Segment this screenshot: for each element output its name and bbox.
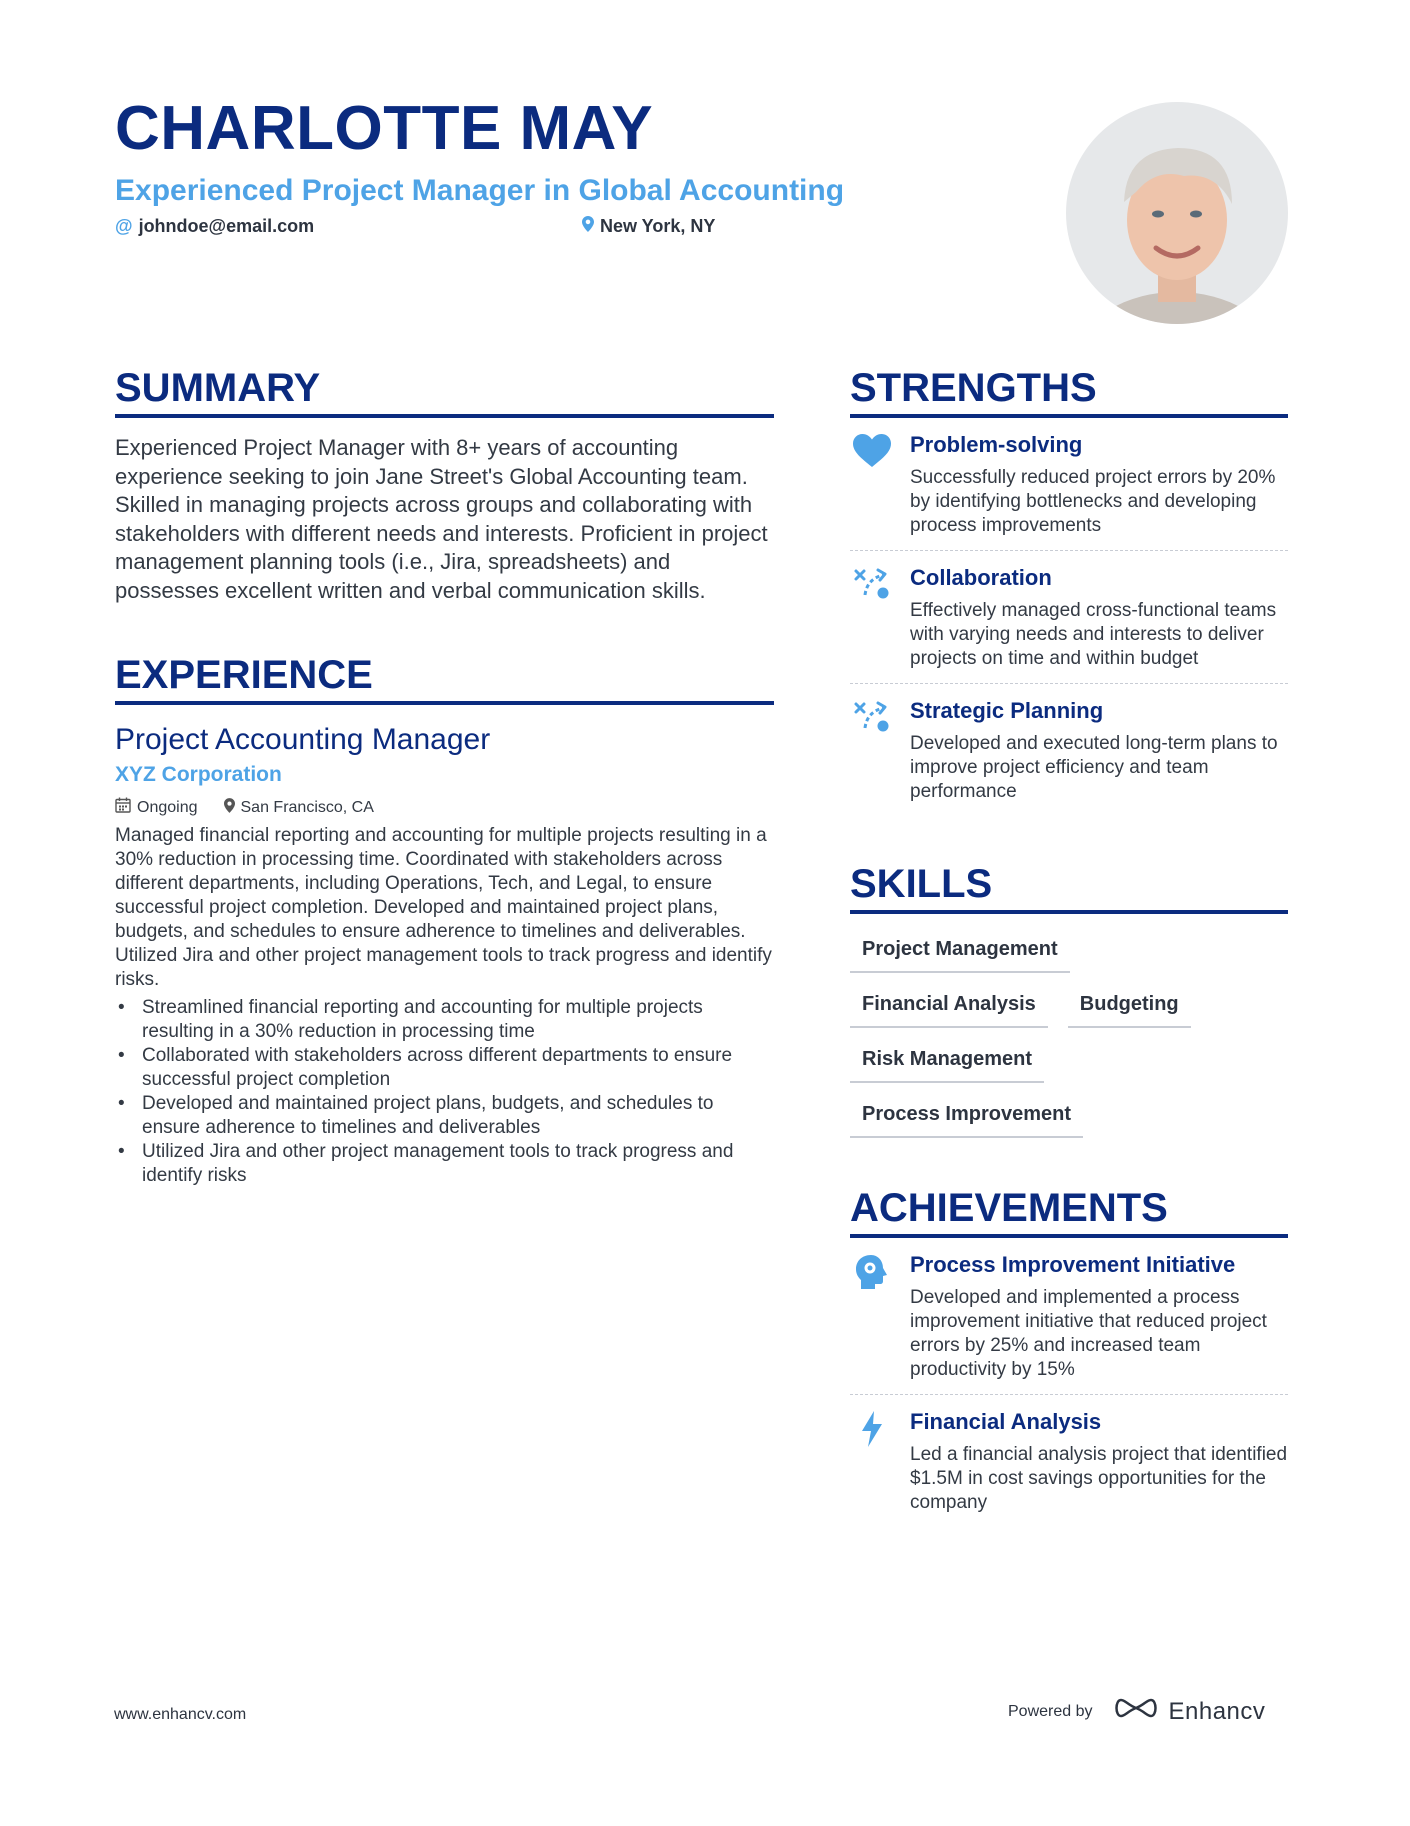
job-meta — [115, 797, 774, 818]
job-bullets — [115, 996, 774, 1188]
left-column — [115, 366, 774, 1188]
location-pin-icon — [582, 216, 594, 237]
location-text: New York, NY — [600, 216, 716, 236]
skill-tag: Financial Analysis — [850, 993, 1048, 1028]
list-item: • Collaborated with stakeholders across different departments to ensure successful project completion — [115, 1044, 774, 1092]
achievement-item — [850, 1395, 1288, 1527]
achievements-heading: ACHIEVEMENTS — [850, 1186, 1288, 1238]
skill-tag: Risk Management — [850, 1048, 1044, 1083]
head-icon — [850, 1252, 894, 1382]
strategy-icon — [850, 565, 894, 671]
job-description: Managed financial reporting and accounting for multiple projects resulting in a 30% reduction in processing time. Coordinated with stakeholders across different departments, including Operations, Tech, and Legal, to ensure successful project completion. Developed and maintained project plans, budgets, and schedules to ensure adherence to timelines and deliverables. Utilized Jira and other project management tools to track progress and identify risks. — [115, 825, 772, 990]
strength-title: Collaboration — [910, 565, 1052, 590]
strengths-heading: STRENGTHS — [850, 366, 1288, 418]
avatar — [1066, 102, 1288, 324]
job-role: Project Accounting Manager — [115, 723, 491, 756]
skill-tag: Budgeting — [1068, 993, 1191, 1028]
achievement-title: Financial Analysis — [910, 1409, 1102, 1434]
strength-item — [850, 418, 1288, 551]
job-period: Ongoing — [137, 798, 198, 816]
list-item: • Utilized Jira and other project management tools to track progress and identify risks — [115, 1140, 774, 1188]
experience-section — [115, 653, 774, 1188]
strength-item — [850, 551, 1288, 684]
summary-text: Experienced Project Manager with 8+ years of accounting experience seeking to join Jane Street's Global Accounting team. Skilled in managing projects across groups and collaborating with stakeholders with different needs and interests. Proficient in project management planning tools (i.e., Jira, spreadsheets) and possesses excellent written and verbal communication skills. — [115, 435, 768, 603]
heart-icon — [850, 432, 894, 538]
experience-heading: EXPERIENCE — [115, 653, 774, 705]
at-icon: @ — [115, 216, 133, 236]
strategy-icon — [850, 698, 894, 804]
skills-heading: SKILLS — [850, 862, 1288, 914]
candidate-name: CHARLOTTE MAY — [115, 94, 654, 163]
list-item: • Streamlined financial reporting and accounting for multiple projects resulting in a 30% reduction in processing time — [115, 996, 774, 1044]
job-location: San Francisco, CA — [240, 798, 374, 816]
achievement-desc: Led a financial analysis project that identified $1.5M in cost savings opportunities for the company — [910, 1444, 1288, 1513]
right-column — [850, 366, 1288, 1527]
company-name: XYZ Corporation — [115, 763, 282, 786]
candidate-title: Experienced Project Manager in Global Accounting — [115, 174, 845, 207]
skill-tag: Project Management — [850, 938, 1070, 973]
contact-email[interactable] — [115, 216, 314, 237]
brand-logo — [1113, 1696, 1266, 1727]
strength-title: Problem-solving — [910, 432, 1083, 457]
location-pin-icon — [224, 798, 235, 818]
achievements-section — [850, 1186, 1288, 1527]
summary-heading: SUMMARY — [115, 366, 774, 418]
footer-branding[interactable] — [1008, 1696, 1265, 1727]
strength-item — [850, 684, 1288, 816]
strength-desc: Effectively managed cross-functional teams with varying needs and interests to deliver projects on time and within budget — [910, 600, 1277, 669]
email-text: johndoe@email.com — [138, 216, 315, 236]
achievement-item — [850, 1238, 1288, 1395]
powered-by-label: Powered by — [1008, 1702, 1093, 1720]
brand-name: Enhancv — [1168, 1697, 1266, 1725]
enhancv-logo-icon — [1113, 1696, 1159, 1727]
calendar-icon — [115, 797, 131, 818]
list-item: • Developed and maintained project plans, budgets, and schedules to ensure adherence to timelines and deliverables — [115, 1092, 774, 1140]
strength-desc: Developed and executed long-term plans to improve project efficiency and team performance — [910, 733, 1278, 802]
footer-website[interactable]: www.enhancv.com — [114, 1706, 247, 1723]
skill-tag: Process Improvement — [850, 1103, 1083, 1138]
achievement-title: Process Improvement Initiative — [910, 1252, 1236, 1277]
contact-location — [582, 216, 715, 237]
lightning-icon — [850, 1409, 894, 1515]
strength-desc: Successfully reduced project errors by 20% by identifying bottlenecks and developing process improvements — [910, 467, 1276, 536]
strength-title: Strategic Planning — [910, 698, 1104, 723]
skills-section — [850, 862, 1288, 1138]
achievement-desc: Developed and implemented a process improvement initiative that reduced project errors by 25% and increased team productivity by 15% — [910, 1287, 1267, 1380]
